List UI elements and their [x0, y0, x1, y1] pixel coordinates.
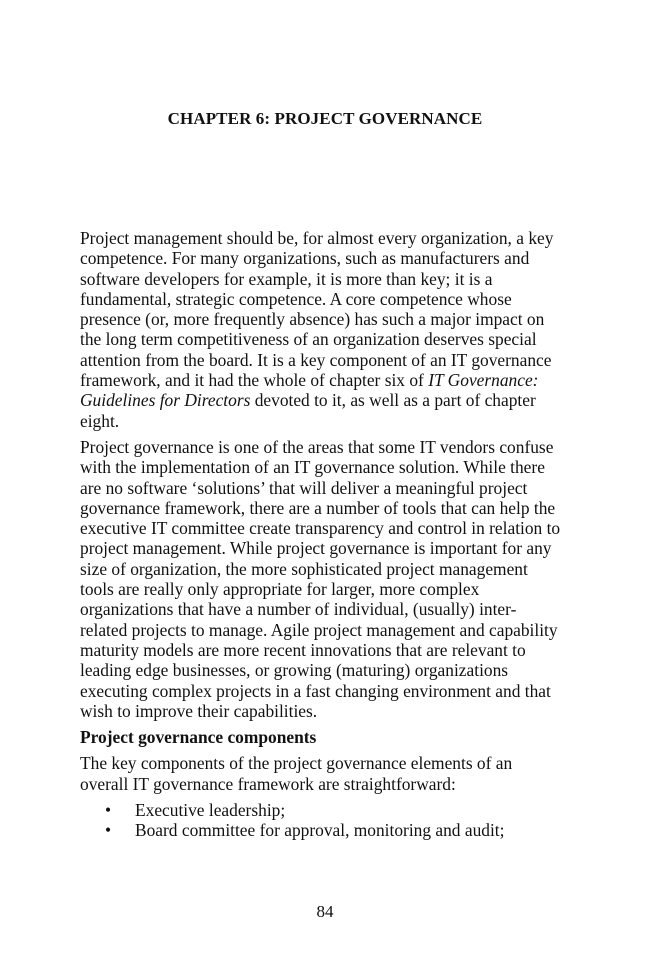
text-line: governance framework, there are a number of tools that can help the: [80, 497, 556, 518]
list-item: [80, 800, 580, 820]
text-line: organizations that have a number of individual, (usually) inter-: [80, 599, 517, 620]
bullet-list: [80, 800, 580, 841]
text-line: competence. For many organizations, such as manufacturers and: [80, 248, 530, 269]
text-segment: framework, and it had the whole of chapter six of: [80, 370, 429, 391]
text-line: Project management should be, for almost every organization, a key: [80, 228, 554, 248]
text-segment: devoted to it, as well as a part of chapter: [250, 390, 536, 411]
text-line: are no software ‘solutions’ that will deliver a meaningful project: [80, 477, 528, 498]
section-heading: Project governance components: [80, 727, 317, 748]
text-line: project management. While project governance is important for any: [80, 538, 552, 559]
text-line: software developers for example, it is more than key; it is a: [80, 268, 493, 289]
text-line: related projects to manage. Agile project management and capability: [80, 619, 558, 640]
paragraph-components: [80, 753, 580, 794]
text-line: [80, 370, 580, 390]
list-item: [80, 820, 580, 840]
text-line: attention from the board. It is a key component of an IT governance: [80, 349, 552, 370]
paragraph-intro: [80, 228, 580, 431]
body-text: [80, 228, 580, 841]
bullet-icon: •: [105, 820, 112, 841]
text-line: size of organization, the more sophisticated project management: [80, 558, 528, 579]
text-line: leading edge businesses, or growing (maturing) organizations: [80, 660, 509, 681]
book-title-part-2: Guidelines for Directors: [80, 390, 251, 411]
paragraph-project-governance: [80, 437, 580, 721]
text-line: tools are really only appropriate for larger, more complex: [80, 579, 480, 600]
page-number: 84: [316, 902, 334, 921]
chapter-title: CHAPTER 6: PROJECT GOVERNANCE: [167, 109, 483, 128]
text-line: the long term competitiveness of an organization deserves special: [80, 329, 537, 350]
text-line: Project governance is one of the areas that some IT vendors confuse: [80, 436, 554, 457]
text-line: presence (or, more frequently absence) has such a major impact on: [80, 309, 545, 330]
text-line: The key components of the project governance elements of an: [80, 753, 513, 774]
text-line: overall IT governance framework are straightforward:: [80, 773, 456, 794]
text-line: executive IT committee create transparency and control in relation to: [80, 518, 561, 539]
text-line: with the implementation of an IT governance solution. While there: [80, 457, 545, 478]
list-item-text: Executive leadership;: [135, 800, 286, 821]
bullet-icon: •: [105, 800, 112, 821]
book-title-part-1: IT Governance:: [428, 370, 539, 391]
text-line: [80, 390, 580, 410]
text-line: maturity models are more recent innovations that are relevant to: [80, 639, 526, 660]
text-line: eight.: [80, 410, 120, 431]
text-line: wish to improve their capabilities.: [80, 700, 318, 721]
text-line: fundamental, strategic competence. A core competence whose: [80, 288, 512, 309]
list-item-text: Board committee for approval, monitoring and audit;: [135, 820, 505, 841]
text-line: executing complex projects in a fast changing environment and that: [80, 680, 551, 701]
